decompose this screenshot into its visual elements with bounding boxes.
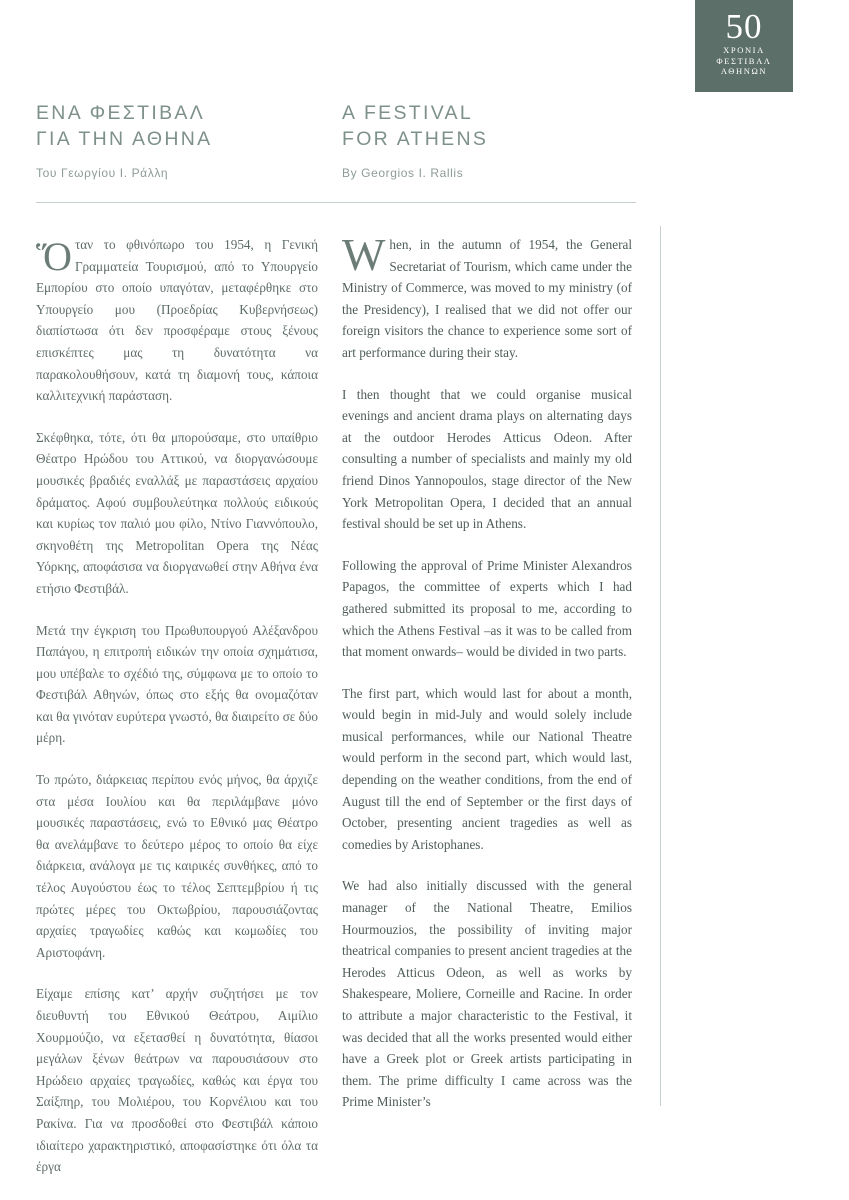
right-title-line-1: A FESTIVAL (342, 102, 474, 124)
left-column-body (36, 234, 318, 1178)
badge-number: 50 (725, 7, 763, 46)
badge-line-1: ΧΡΟΝΙΑ (723, 45, 765, 55)
left-title-line-2: ΓΙΑ ΤΗΝ ΑΘΗΝΑ (36, 128, 213, 150)
page-vertical-rule (660, 226, 661, 1106)
paragraph (342, 384, 632, 535)
left-title-line-1: ΕΝΑ ΦΕΣΤΙΒΑΛ (36, 102, 206, 124)
left-dropcap: Ὅ (36, 234, 72, 279)
paragraph (36, 234, 318, 407)
anniversary-badge (695, 0, 793, 92)
paragraph-text: Σκέφθηκα, τότε, ότι θα μπορούσαμε, στο υπαίθριο Θέατρο Ηρώδου του Αττικού, να διοργανώσουμε μουσικές βραδιές εναλλάξ με παραστάσεις αρχαίου δράματος. Αφού συμβουλεύτηκα πολλούς ειδικούς και κυρίως τον παλιό μου φίλο, Ντίνο Γιαννόπουλο, σκηνοθέτη της Metropolitan Opera της Νέας Υόρκης, αποφάσισα να διοργανωθεί στην Αθήνα ένα ετήσιο Φεστιβάλ. (36, 429, 318, 596)
paragraph (342, 229, 632, 364)
right-column-body (342, 229, 632, 1113)
paragraph-text: I then thought that we could organise musical evenings and ancient drama plays on alternating days at the outdoor Herodes Atticus Odeon. After consulting a number of specialists and mainly my old friend Dinos Yannopoulos, stage director of the New York Metropolitan Opera, I decided that an annual festival should be set up in Athens. (342, 386, 632, 532)
paragraph (342, 555, 632, 663)
paragraph-text: ταν το φθινόπωρο του 1954, η Γενική Γραμματεία Τουρισμού, από το Υπουργείο Εμπορίου στο οποίο υπαγόταν, μεταφέρθηκε στο Υπουργείο μου (Προεδρίας Κυβερνήσεως) διαπίστωσα ότι δεν προσφέραμε στους ξένους επισκέπτες μας τη δυνατότητα να παρακολουθήσουν, κατά τη διαμονή τους, κάποια καλλιτεχνική παράσταση. (36, 237, 318, 404)
right-byline: By Georgios I. Rallis (342, 166, 464, 180)
paragraph (342, 683, 632, 856)
paragraph (36, 427, 318, 600)
right-dropcap: W (342, 229, 386, 280)
right-title-line-2: FOR ATHENS (342, 128, 489, 150)
paragraph (36, 983, 318, 1177)
paragraph (342, 875, 632, 1113)
badge-line-3: ΑΘΗΝΩΝ (720, 66, 768, 76)
paragraph-text: hen, in the autumn of 1954, the General Secretariat of Tourism, which came under the Ministry of Commerce, was moved to my ministry (of the Presidency), I realised that we did not offer our foreign visitors the chance to experience some sort of art performance during their stay. (342, 237, 632, 360)
right-article-header (342, 100, 632, 180)
left-byline: Του Γεωργίου Ι. Ράλλη (36, 166, 169, 180)
paragraph-text: Following the approval of Prime Minister Alexandros Papagos, the committee of experts which I had gathered submitted its proposal to me, according to which the Athens Festival –as it was to be called from that moment onwards– would be divided in two parts. (342, 557, 632, 660)
left-article-header (36, 100, 316, 180)
header-divider (36, 202, 636, 203)
badge-line-2: ΦΕΣΤΙΒΑΛ (716, 55, 772, 66)
paragraph (36, 769, 318, 963)
paragraph-text: Το πρώτο, διάρκειας περίπου ενός μήνος, θα άρχιζε στα μέσα Ιουλίου και θα περιλάμβανε μόνο μουσικές παραστάσεις, ενώ το Εθνικό μας Θέατρο θα ανελάμβανε το δεύτερο μέρος το οποίο θα είχε διάρκεια, ανάλογα με τις καιρικές συνθήκες, από το τέλος Αυγούστου έως το τέλος Σεπτεμβρίου ή τις πρώτες μέρες του Οκτωβρίου, παρουσιάζοντας αρχαίες τραγωδίες καθώς και κωμωδίες του Αριστοφάνη. (36, 772, 318, 960)
paragraph-text: The first part, which would last for about a month, would begin in mid-July and would solely include musical performances, while our National Theatre would perform in the second part, which would last, depending on the weather conditions, from the end of August till the end of September or the first days of October, presenting ancient tragedies as well as comedies by Aristophanes. (342, 685, 632, 852)
paragraph-text: Είχαμε επίσης κατ’ αρχήν συζητήσει με τον διευθυντή του Εθνικού Θεάτρου, Αιμίλιο Χουρμούζιο, να εξετασθεί η δυνατότητα, θίασοι μεγάλων ξένων θεάτρων να παρουσιάσουν στο Ηρώδειο αρχαίες τραγωδίες, καθώς και έργα του Σαίξπηρ, του Μολιέρου, του Κορνέλιου και του Ρακίνα. Για να προσδοθεί στο Φεστιβάλ κάποιο ιδιαίτερο χαρακτηριστικό, αποφασίστηκε ότι όλα τα έργα (36, 986, 318, 1175)
paragraph-text: We had also initially discussed with the general manager of the National Theatre, Emilios Hourmouzios, the possibility of inviting major theatrical companies to present ancient tragedies at the Herodes Atticus Odeon, as well as works by Shakespeare, Moliere, Corneille and Racine. In order to attribute a major characteristic to the Festival, it was decided that all the works presented would either have a Greek plot or Greek artists participating in them. The prime difficulty I came across was the Prime Minister’s (342, 878, 632, 1110)
paragraph (36, 620, 318, 750)
paragraph-text: Μετά την έγκριση του Πρωθυπουργού Αλέξανδρου Παπάγου, η επιτροπή ειδικών την οποία σχημάτισα, μου υπέβαλε το σχέδιό της, σύμφωνα με το οποίο το Φεστιβάλ Αθηνών, όπως στο εξής θα ονομαζόταν και θα γινόταν ευρύτερα γνωστό, θα διαιρείτο σε δύο μέρη. (36, 622, 318, 746)
